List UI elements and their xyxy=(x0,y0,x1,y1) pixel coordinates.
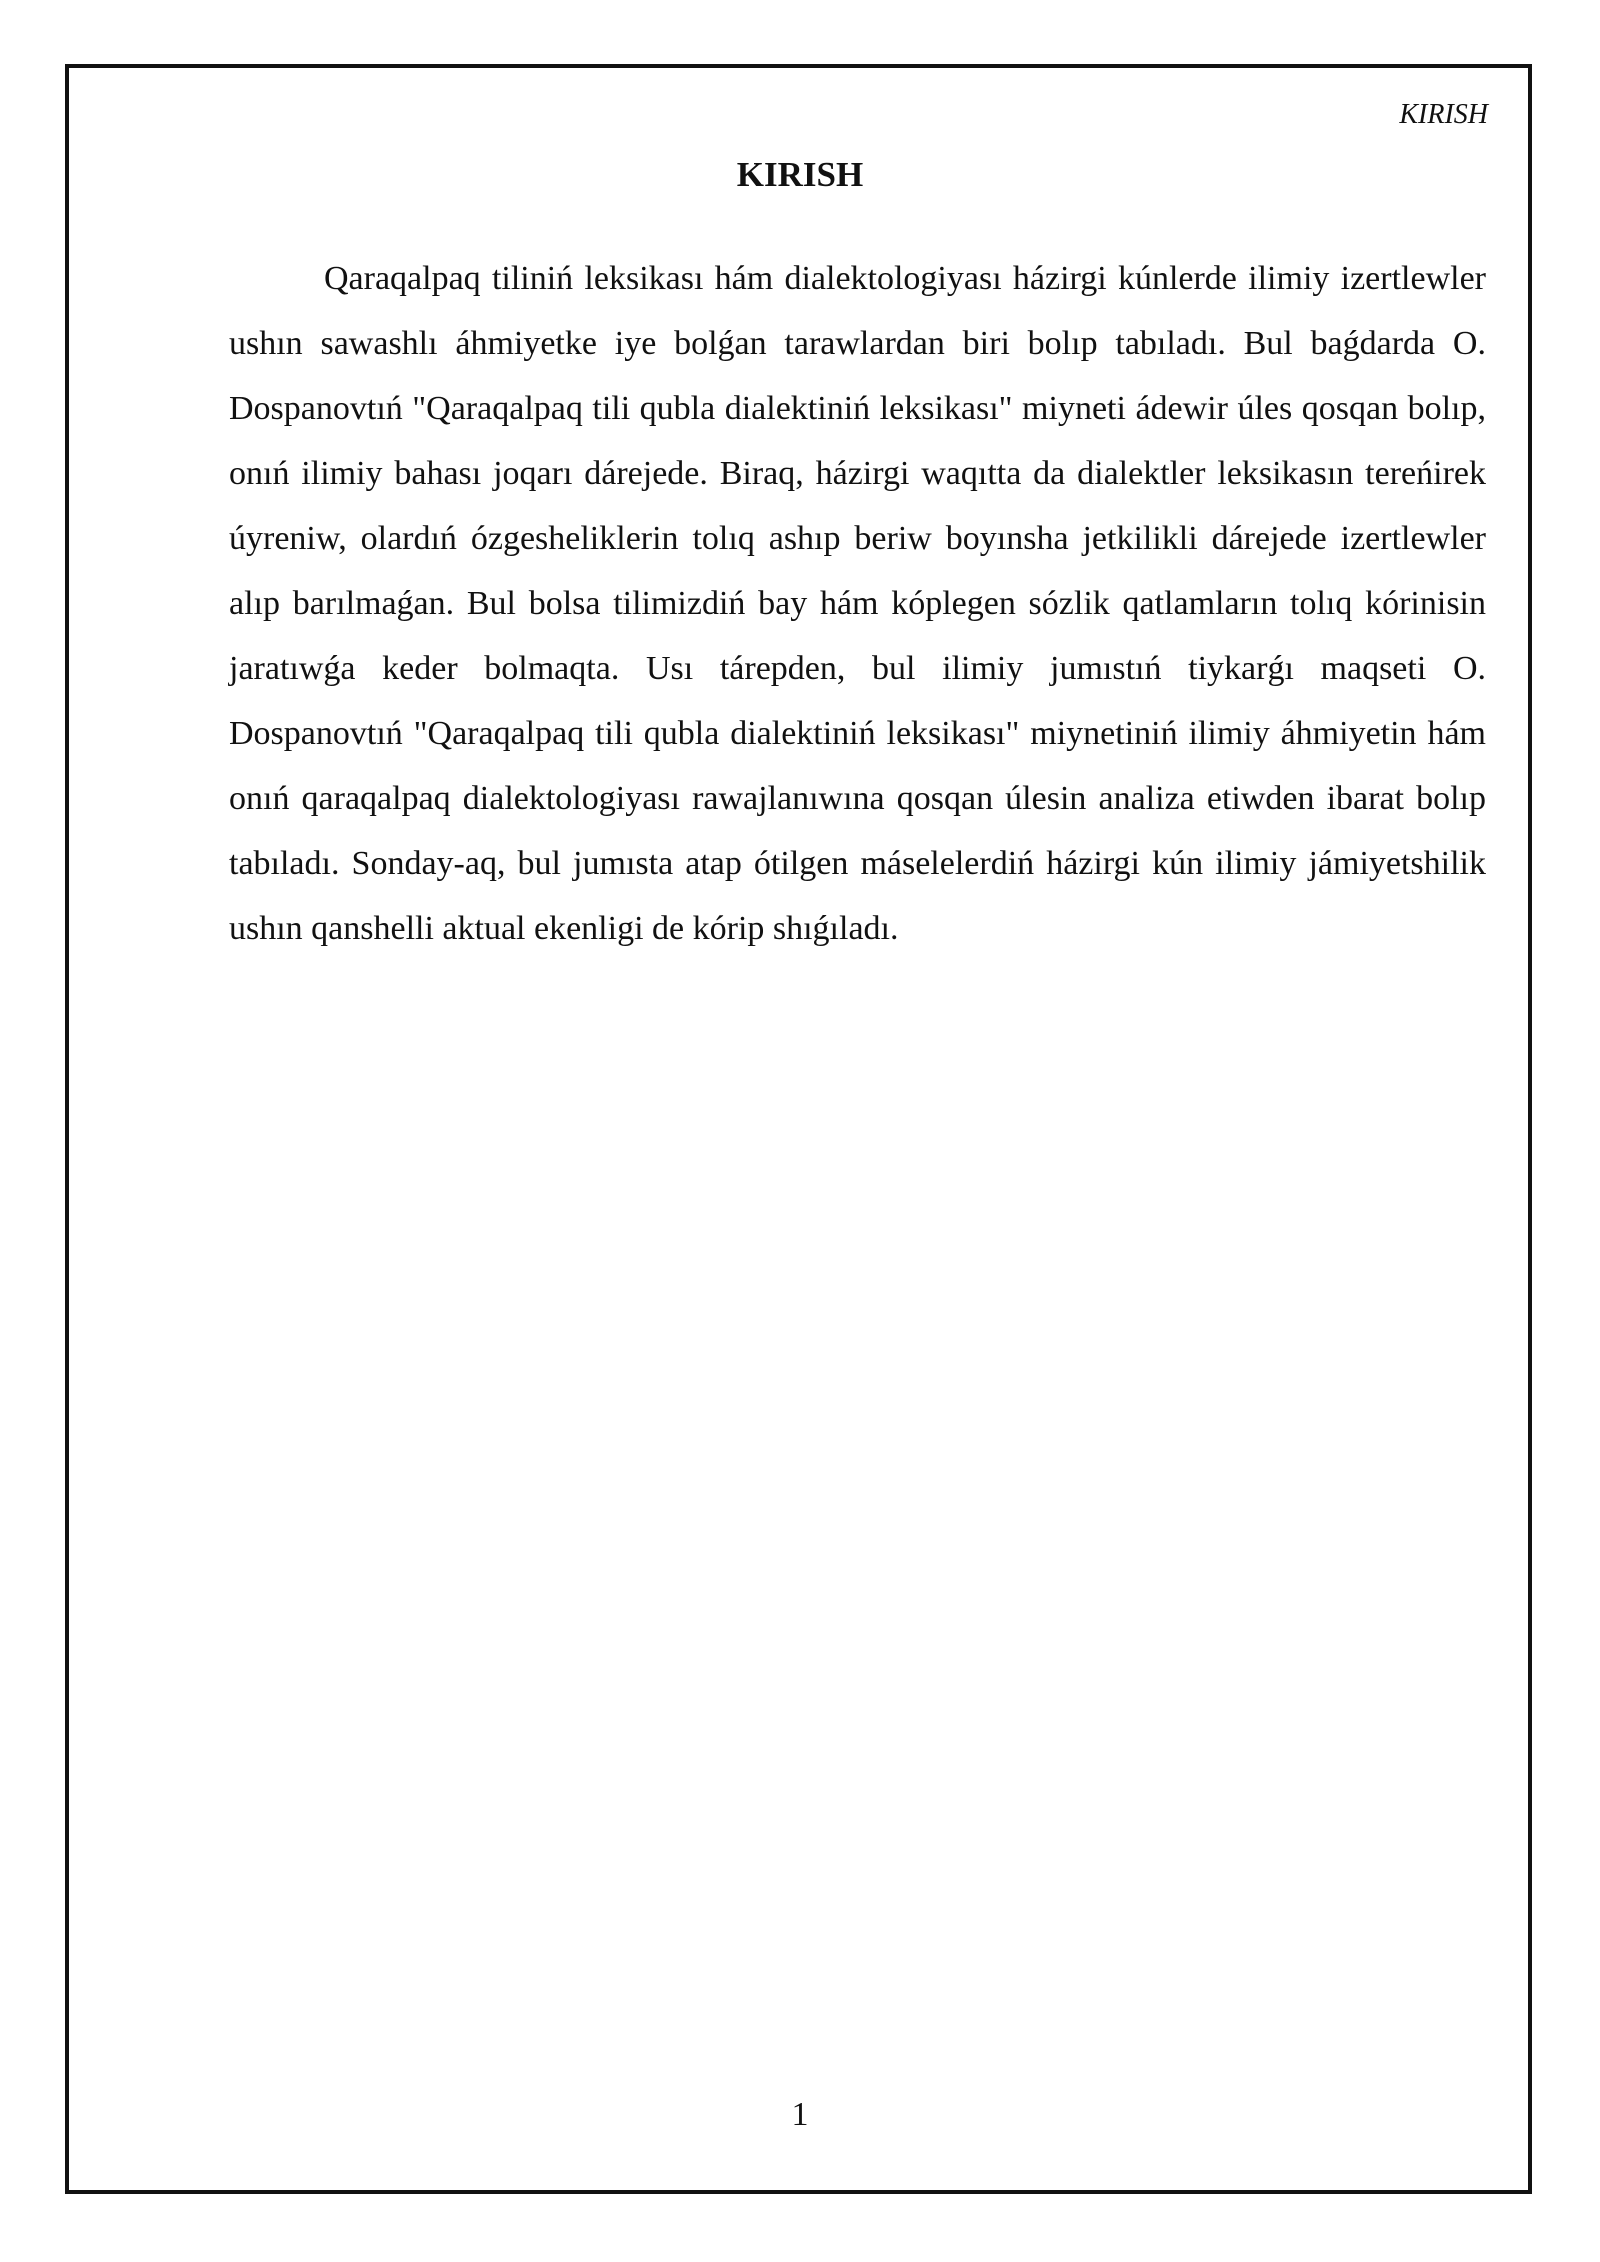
page-title: KIRISH xyxy=(736,155,864,194)
body-paragraph: Qaraqalpaq tiliniń leksikası hám dialektologiyası házirgi kúnlerde ilimiy izertlewler ushın sawashlı áhmiyetke iye bolǵan tarawlardan biri bolıp tabıladı. Bul baǵdarda O. Dospanovtıń "Qaraqalpaq tili qubla dialektiniń leksikası" miyneti ádewir úles qosqan bolıp, onıń ilimiy bahası joqarı dárejede. Biraq, házirgi waqıtta da dialektler leksikasın tereńirek úyreniw, olardıń ózgesheliklerin tolıq ashıp beriw boyınsha jetkilikli dárejede izertlewler alıp barılmaǵan. Bul bolsa tilimizdiń bay hám kóplegen sózlik qatlamların tolıq kórinisin jaratıwǵa keder bolmaqta. Usı tárepden, bul ilimiy jumıstıń tiykarǵı maqseti O. Dospanovtıń "Qaraqalpaq tili qubla dialektiniń leksikası" miynetiniń ilimiy áhmiyetin hám onıń qaraqalpaq dialektologiyası rawajlanıwına qosqan úlesin analiza etiwden ibarat bolıp tabıladı. Sonday-aq, bul jumısta atap ótilgen máselelerdiń házirgi kún ilimiy jámiyetshilik ushın qanshelli aktual ekenligi de kórip shıǵıladı. xyxy=(229,260,1486,947)
page-number: 1 xyxy=(791,2096,809,2133)
running-header: KIRISH xyxy=(1399,99,1488,130)
